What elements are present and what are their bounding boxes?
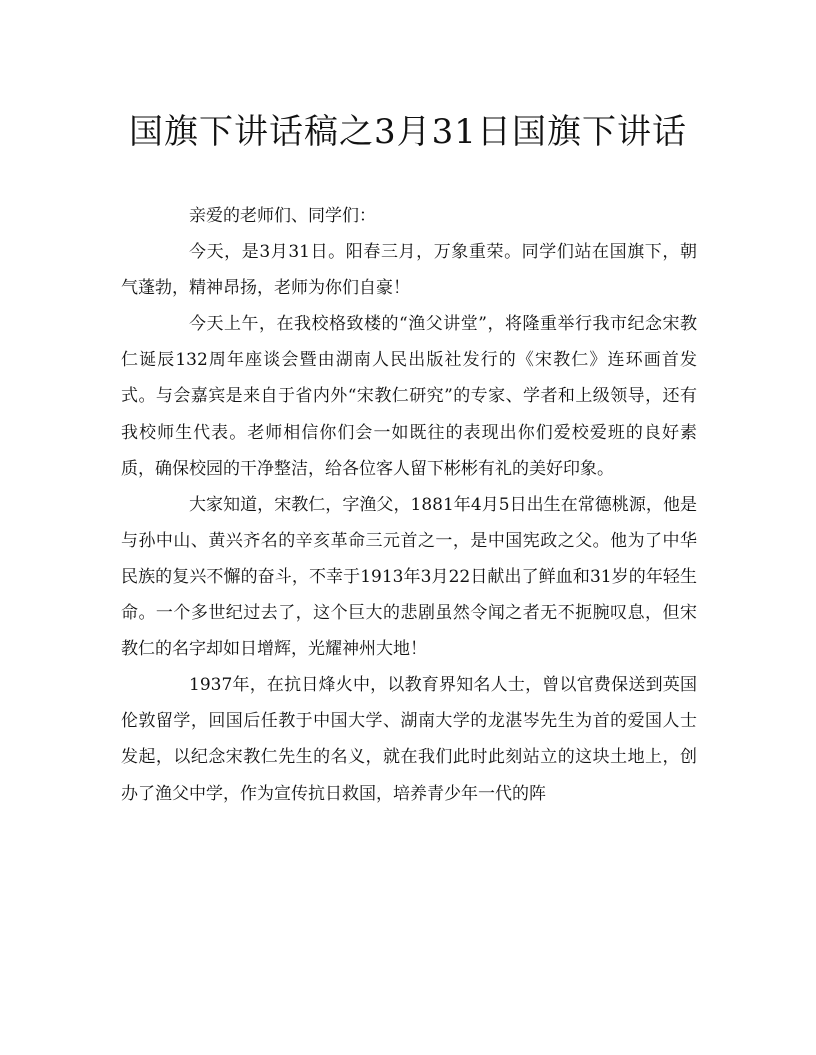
paragraph-1: 今天，是3月31日。阳春三月，万象重荣。同学们站在国旗下，朝气蓬勃，精神昂扬，老师为你们自豪！ (121, 242, 697, 299)
document-title: 国旗下讲话稿之3月31日国旗下讲话 (129, 112, 687, 152)
document-body (121, 198, 697, 812)
paragraph-3: 大家知道，宋教仁，字渔父，1881年4月5日出生在常德桃源，他是与孙中山、黄兴齐名的辛亥革命三元首之一，是中国宪政之父。他为了中华民族的复兴不懈的奋斗，不幸于1913年3月22日献出了鲜血和31岁的年轻生命。一个多世纪过去了，这个巨大的悲剧虽然令闻之者无不扼腕叹息，但宋教仁的名字却如日增辉，光耀神州大地！ (121, 494, 697, 660)
paragraph-4: 1937年，在抗日烽火中，以教育界知名人士，曾以官费保送到英国伦敦留学，回国后任教于中国大学、湖南大学的龙湛岑先生为首的爱国人士发起，以纪念宋教仁先生的名义，就在我们此时此刻站立的这块土地上，创办了渔父中学，作为宣传抗日救国，培养青少年一代的阵 (121, 675, 697, 804)
paragraph-greeting: 亲爱的老师们、同学们： (189, 206, 376, 226)
paragraph-2: 今天上午，在我校格致楼的“渔父讲堂”，将隆重举行我市纪念宋教仁诞辰132周年座谈会暨由湖南人民出版社发行的《宋教仁》连环画首发式。与会嘉宾是来自于省内外“宋教仁研究”的专家、学者和上级领导，还有我校师生代表。老师相信你们会一如既往的表现出你们爱校爱班的良好素质，确保校园的干净整洁，给各位客人留下彬彬有礼的美好印象。 (121, 314, 697, 479)
